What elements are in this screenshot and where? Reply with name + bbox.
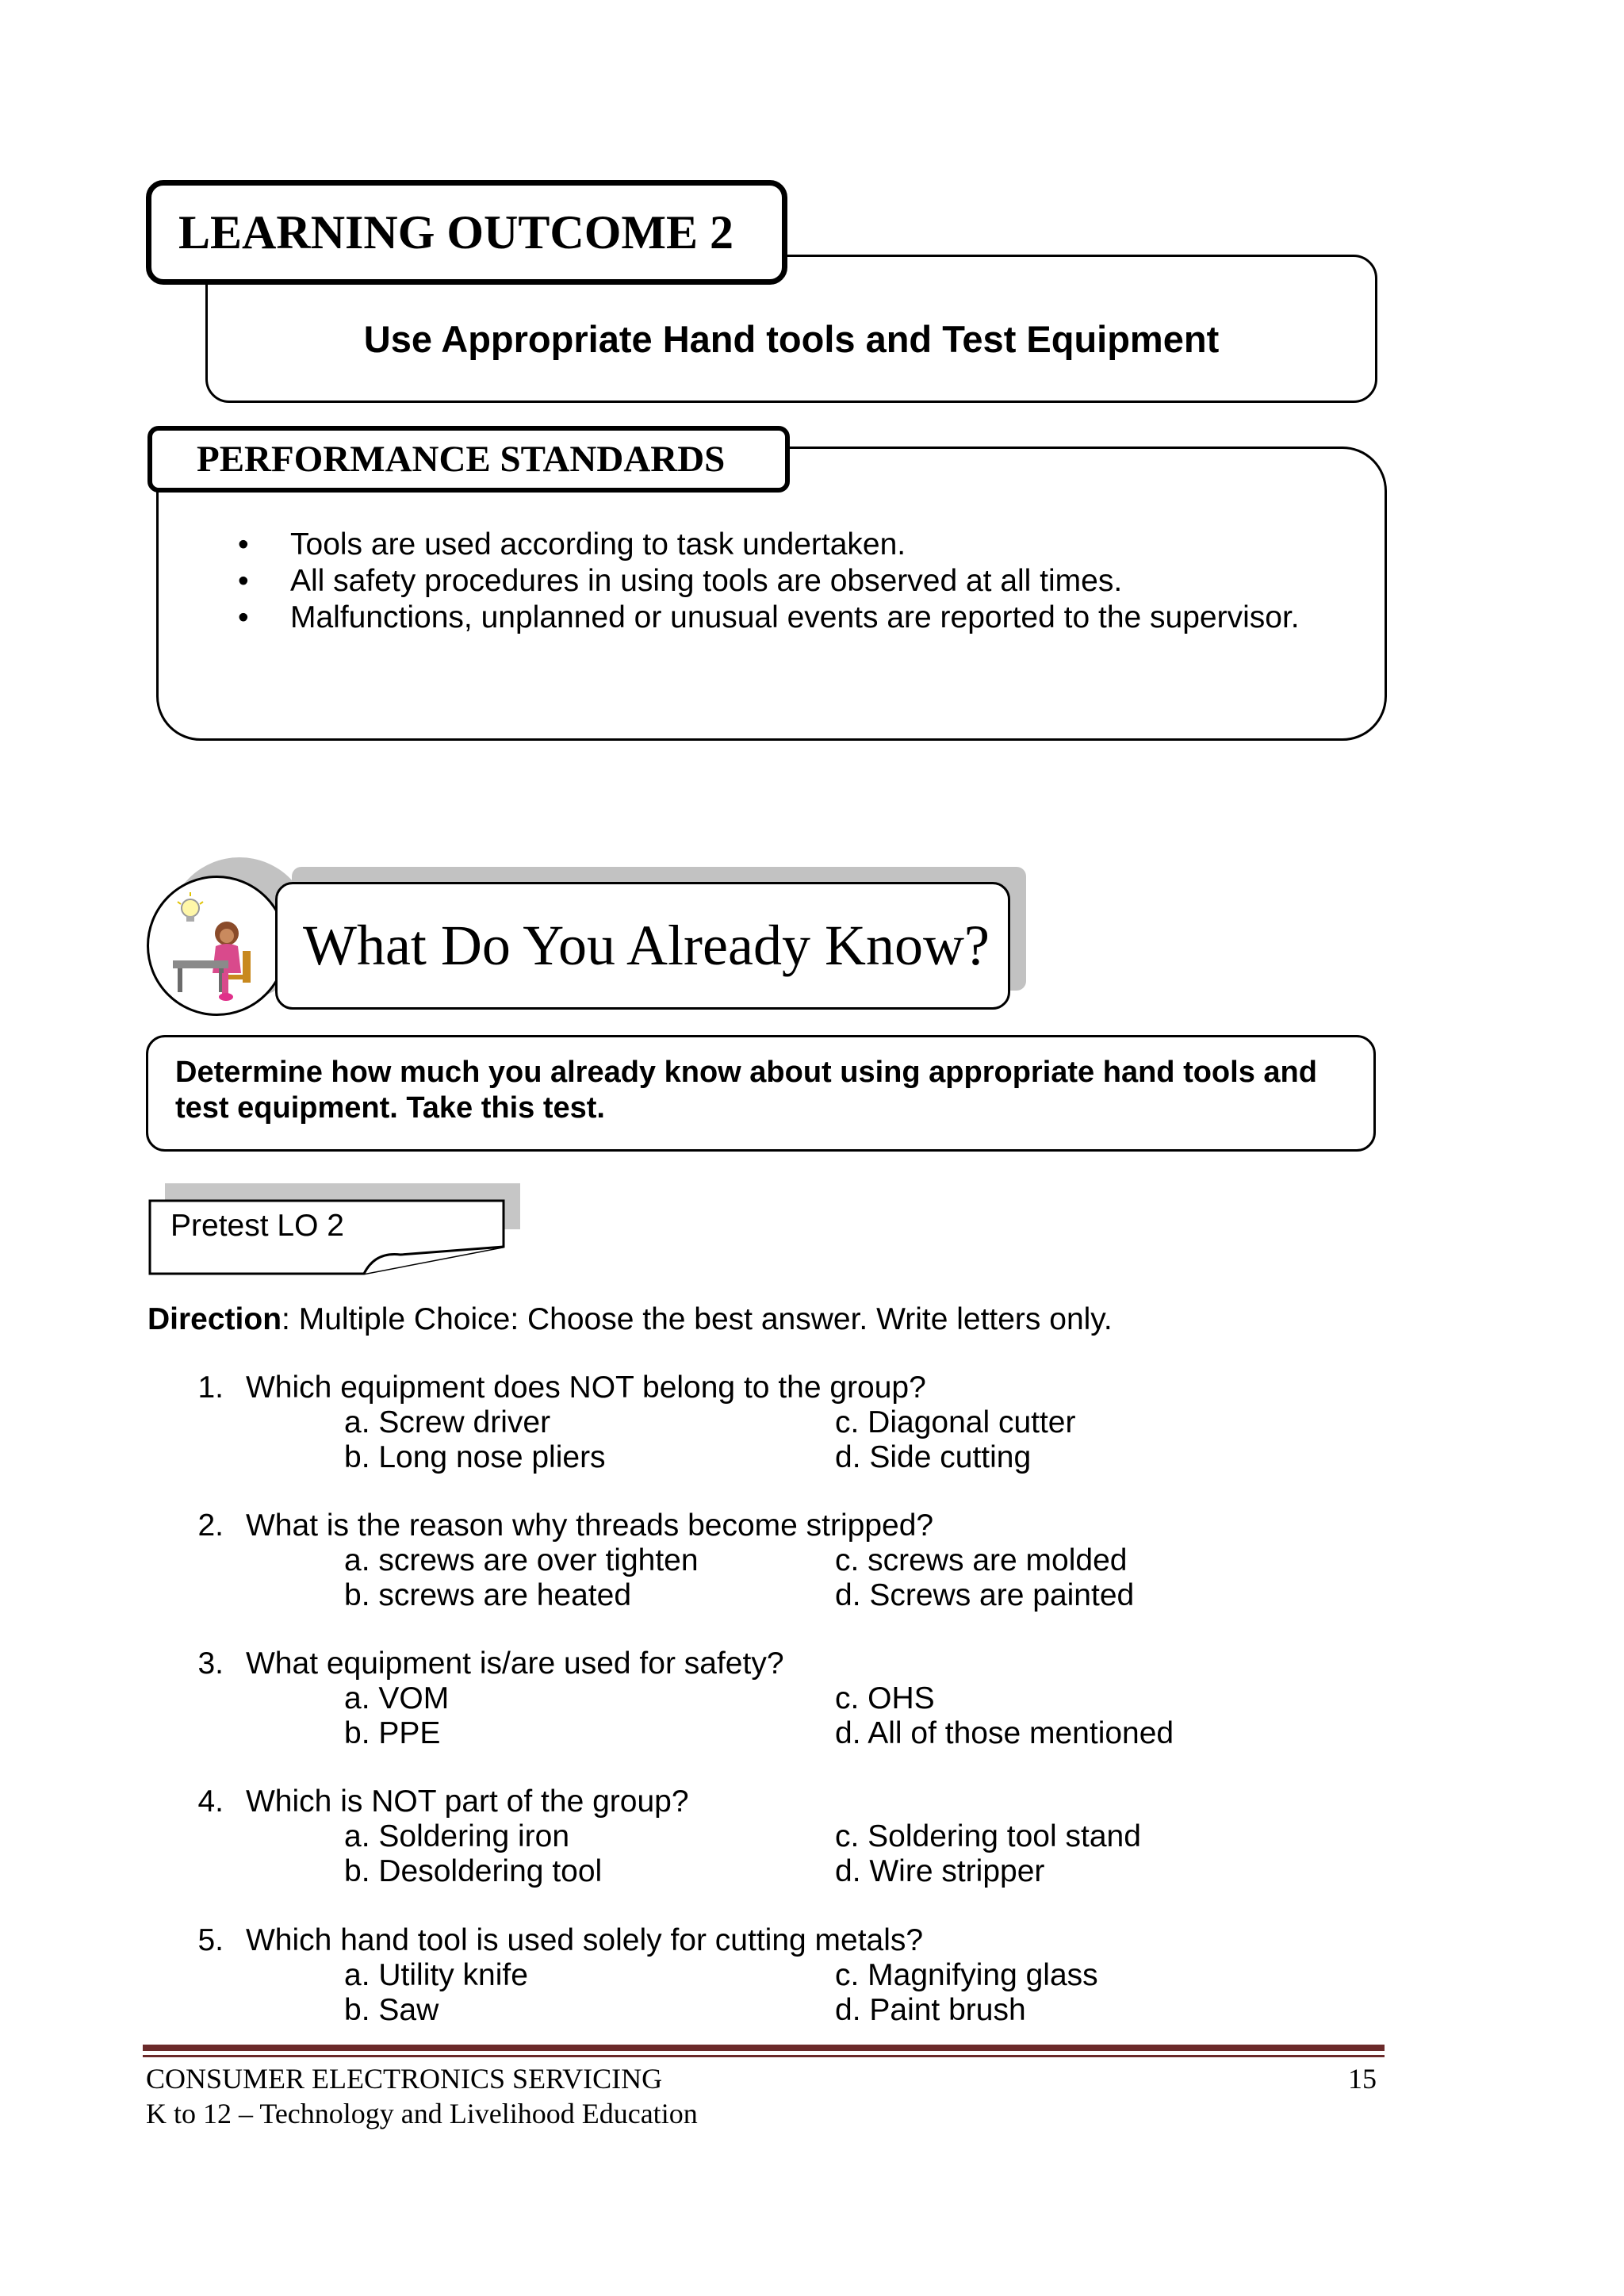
- footer-course: CONSUMER ELECTRONICS SERVICING: [146, 2063, 663, 2095]
- choice-a: a. Soldering iron: [344, 1819, 570, 1853]
- choice-a: a. Utility knife: [344, 1958, 528, 1992]
- list-item: • Malfunctions, unplanned or unusual events are reported to the supervisor.: [235, 600, 1361, 636]
- choice-b: b. Long nose pliers: [344, 1440, 606, 1474]
- question-text: What equipment is/are used for safety?: [246, 1646, 784, 1681]
- question-text: What is the reason why threads become stripped?: [246, 1508, 934, 1543]
- list-item: • Tools are used according to task undertaken.: [235, 527, 1361, 563]
- list-item: • All safety procedures in using tools are observed at all times.: [235, 563, 1361, 600]
- instruction-line: Determine how much you already know about using appropriate hand tools and: [175, 1056, 1317, 1089]
- choice-b: b. screws are heated: [344, 1578, 632, 1612]
- footer-rule: [143, 2055, 1385, 2057]
- choice-c: c. screws are molded: [835, 1543, 1128, 1577]
- choice-b: b. Saw: [344, 1993, 439, 2027]
- question-text: Which is NOT part of the group?: [246, 1784, 689, 1819]
- question-text: Which hand tool is used solely for cutting metals?: [246, 1923, 924, 1957]
- question-number: 1.: [197, 1370, 224, 1405]
- question-number: 3.: [197, 1646, 224, 1681]
- choice-b: b. PPE: [344, 1716, 441, 1750]
- question-number: 2.: [197, 1508, 224, 1543]
- performance-standards-list: [235, 527, 1361, 636]
- choice-d: d. Paint brush: [835, 1993, 1026, 2027]
- question-number: 5.: [197, 1923, 224, 1957]
- direction-text: : Multiple Choice: Choose the best answer. Write letters only.: [282, 1302, 1113, 1336]
- choice-c: c. Diagonal cutter: [835, 1405, 1076, 1439]
- choice-d: d. All of those mentioned: [835, 1716, 1174, 1750]
- section-title: What Do You Already Know?: [275, 882, 1010, 1010]
- learning-outcome-title: LEARNING OUTCOME 2: [146, 180, 787, 285]
- choice-a: a. screws are over tighten: [344, 1543, 699, 1577]
- choice-d: d. Wire stripper: [835, 1854, 1045, 1888]
- direction-line: [147, 1302, 1113, 1337]
- page-number: 15: [1348, 2063, 1377, 2095]
- question-number: 4.: [197, 1784, 224, 1819]
- question-text: Which equipment does NOT belong to the group?: [246, 1370, 926, 1405]
- choice-c: c. OHS: [835, 1681, 935, 1715]
- footer-program: K to 12 – Technology and Livelihood Education: [146, 2098, 698, 2129]
- choice-a: a. VOM: [344, 1681, 450, 1715]
- performance-standards-title: PERFORMANCE STANDARDS: [147, 426, 790, 493]
- choice-c: c. Magnifying glass: [835, 1958, 1098, 1992]
- instruction-box: [146, 1035, 1376, 1152]
- learning-outcome-subtitle: Use Appropriate Hand tools and Test Equipment: [363, 318, 1220, 360]
- student-at-desk-icon: [147, 876, 287, 1016]
- choice-c: c. Soldering tool stand: [835, 1819, 1141, 1853]
- choice-a: a. Screw driver: [344, 1405, 551, 1439]
- direction-label: Direction: [147, 1302, 282, 1336]
- choice-d: d. Screws are painted: [835, 1578, 1135, 1612]
- pretest-label: Pretest LO 2: [170, 1209, 344, 1243]
- choice-b: b. Desoldering tool: [344, 1854, 603, 1888]
- instruction-line: test equipment. Take this test.: [175, 1091, 605, 1125]
- choice-d: d. Side cutting: [835, 1440, 1032, 1474]
- footer-rule: [143, 2045, 1385, 2051]
